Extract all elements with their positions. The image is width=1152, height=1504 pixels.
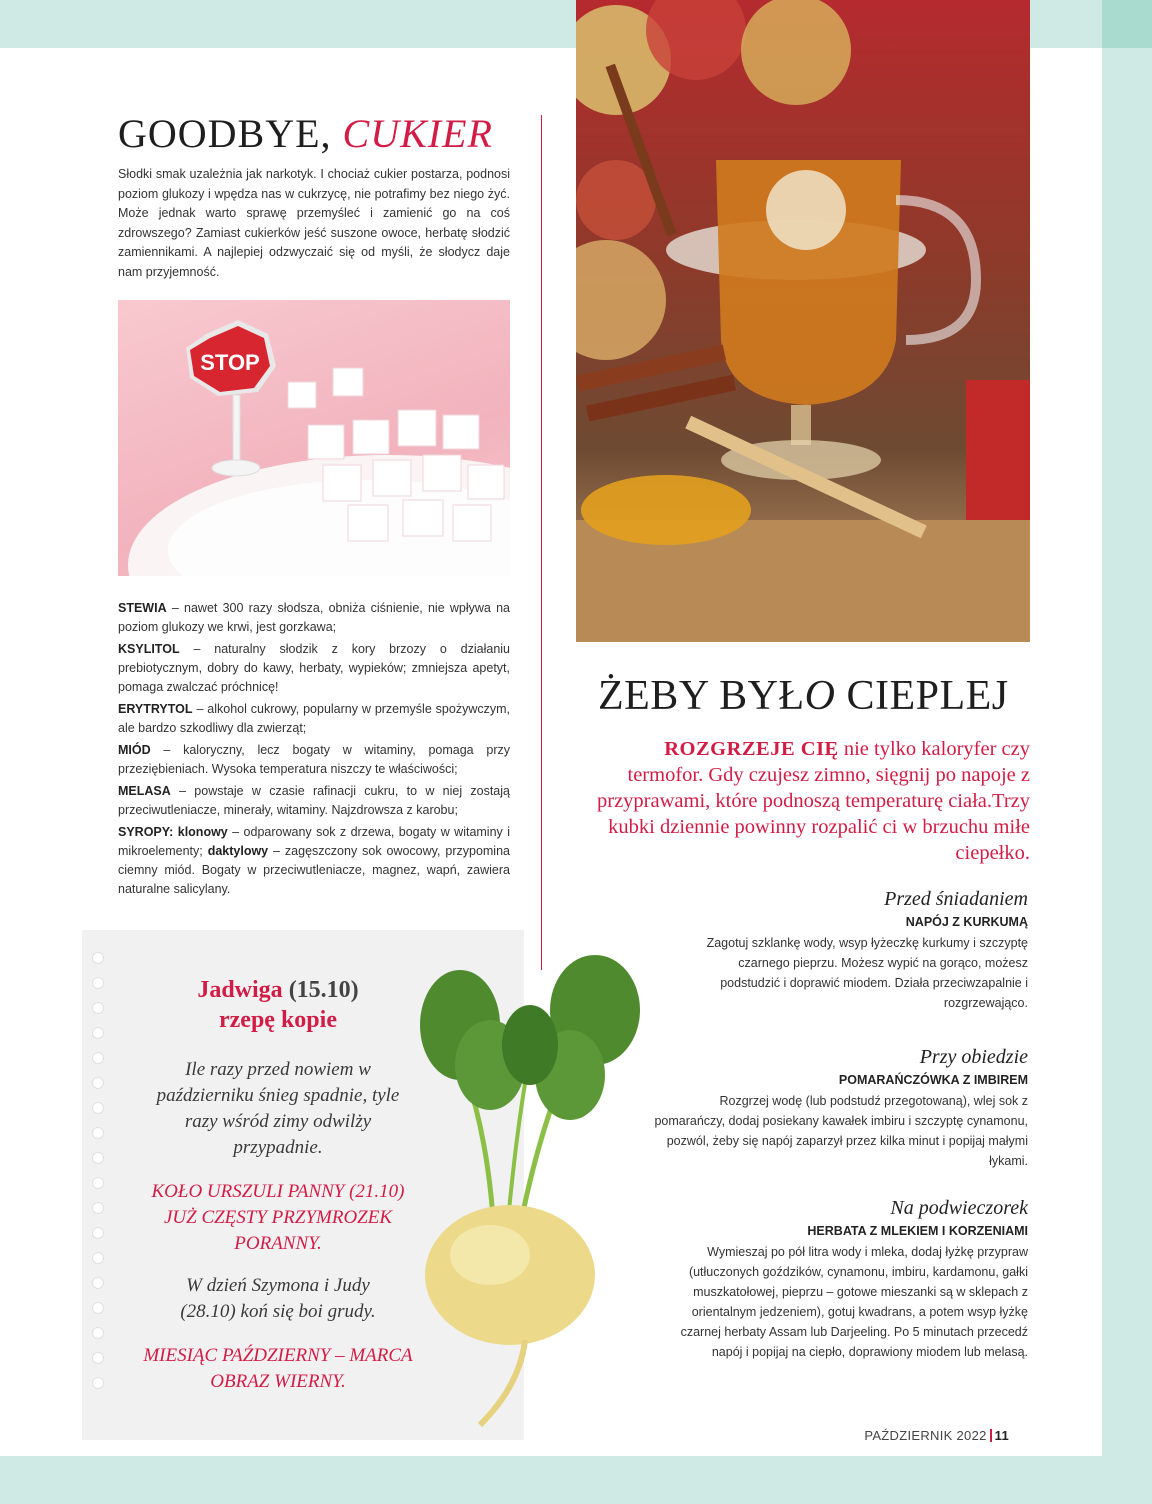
- drink-time: Na podwieczorek: [890, 1197, 1028, 1219]
- proverb-3: W dzień Szymona i Judy (28.10) koń się boi grudy.: [180, 1275, 376, 1322]
- issue-label: PAŹDZIERNIK 2022: [864, 1428, 987, 1443]
- bottom-band: [0, 1456, 1152, 1504]
- proverbs-title: Jadwiga (15.10) rzepę kopie: [197, 977, 359, 1033]
- proverbs-section: [128, 975, 428, 1395]
- page-number: 11: [994, 1428, 1009, 1443]
- list-item: STEWIA – nawet 300 razy słodsza, obniża ciśnienie, nie wpływa na poziom glukozy we krwi, jest gorzkawa;: [118, 601, 510, 634]
- proverb-4: MIESIĄC PAŹDZIERNY – MARCA OBRAZ WIERNY.: [143, 1345, 413, 1392]
- section2-lead: ROZGRZEJE CIĘ nie tylko kaloryfer czy termofor. Gdy czujesz zimno, sięgnij po napoje z przyprawami, które podnoszą temperaturę ciała.Trzy kubki dziennie powinny rozpalić ci w brzuchu miłe ciepełko.: [597, 738, 1030, 864]
- sweeteners-list: [118, 599, 510, 902]
- list-item: ERYTRYTOL – alkohol cukrowy, popularny w przemyśle spożywczym, ale bardzo szkodliwy dla zwierząt;: [118, 702, 510, 735]
- stop-sign-text: STOP: [200, 350, 260, 375]
- turnip-illustration: [420, 955, 660, 1435]
- proverb-1: Ile razy przed nowiem w październiku śnieg spadnie, tyle razy wśród zimy odwilży przypadnie.: [156, 1059, 400, 1158]
- tea-photo: [576, 0, 1030, 642]
- list-item: MIÓD – kaloryczny, lecz bogaty w witaminy, pomaga przy przeziębieniach. Wysoka temperatura niszczy te właściwości;: [118, 743, 510, 776]
- drink-time: Przy obiedzie: [919, 1046, 1028, 1068]
- list-item: MELASA – powstaje w czasie rafinacji cukru, to w niej zostają przeciwutleniacze, minerały, witaminy. Najzdrowsza z karobu;: [118, 784, 510, 817]
- intro-paragraph: Słodki smak uzależnia jak narkotyk. I chociaż cukier postarza, podnosi poziom glukozy i wpędza nas w cukrzycę, nie potrafimy bez niego żyć. Może jednak warto sprawę przemyśleć i zamienić go na coś zdrowszego? Zamiast cukierków jeść suszone owoce, herbatę słodzić zamiennikami. A najlepiej odzwyczaić się od myśli, że słodycz daje nam przyjemność.: [118, 167, 510, 279]
- drink-name: POMARAŃCZÓWKA Z IMBIREM: [838, 1073, 1028, 1087]
- notepaper-holes: [92, 952, 104, 1402]
- title-main: GOODBYE,: [118, 111, 332, 156]
- sugar-illustration: [118, 300, 510, 576]
- section1-title: [118, 110, 493, 157]
- list-item: SYROPY: klonowy – odparowany sok z drzewa, bogaty w witaminy i mikroelementy; daktylowy – zagęszczony sok owocowy, przypomina ciemny miód. Bogaty w przeciwutleniacze, magnez, wapń, zawiera naturalne salicylany.: [118, 825, 510, 896]
- corner-tab: [1102, 0, 1152, 48]
- page-footer: [864, 1428, 1009, 1443]
- drink-name: NAPÓJ Z KURKUMĄ: [905, 915, 1028, 929]
- drink-time: Przed śniadaniem: [884, 888, 1028, 910]
- section2-title: ŻEBY BYŁO CIEPLEJ: [598, 673, 1009, 719]
- title-accent: CUKIER: [342, 111, 493, 156]
- sugar-stop-image: [118, 300, 510, 576]
- drink-description: Wymieszaj po pół litra wody i mleka, dodaj łyżkę przypraw (utłuczonych goździków, cynamonu, imbiru, kardamonu, gałki muszkatołowej, pieprzu – gotowe mieszanki są w sklepach z orientalnym jedzeniem), gotuj kwadrans, a potem wsyp łyżkę czarnej herbaty Assam lub Darjeeling. Po 5 minutach przecedź napój i popijaj na ciepło, doprawiony miodem lub melasą.: [680, 1245, 1028, 1359]
- drink-name: HERBATA Z MLEKIEM I KORZENIAMI: [807, 1224, 1028, 1238]
- drink-description: Zagotuj szklankę wody, wsyp łyżeczkę kurkumy i szczyptę czarnego pieprzu. Możesz wypić na gorąco, możesz podstudzić i doprawić miodem. Działa przeciwzapalnie i rozgrzewająco.: [706, 936, 1028, 1010]
- column-divider: [541, 115, 542, 970]
- drink-description: Rozgrzej wodę (lub podstudź przegotowaną), wlej sok z pomarańczy, dodaj posiekany kawałek imbiru i szczyptę cynamonu, pozwól, żeby się napój zaparzył przez kilka minut i popijaj małymi łykami.: [654, 1094, 1028, 1168]
- tea-illustration: [576, 0, 1030, 642]
- list-item: KSYLITOL – naturalny słodzik z kory brzozy o działaniu prebiotycznym, dobry do kawy, herbaty, wypieków; zmniejsza apetyt, pomaga zwalczać próchnicę!: [118, 642, 510, 694]
- proverb-2: KOŁO URSZULI PANNY (21.10) JUŻ CZĘSTY PRZYMROZEK PORANNY.: [151, 1181, 405, 1254]
